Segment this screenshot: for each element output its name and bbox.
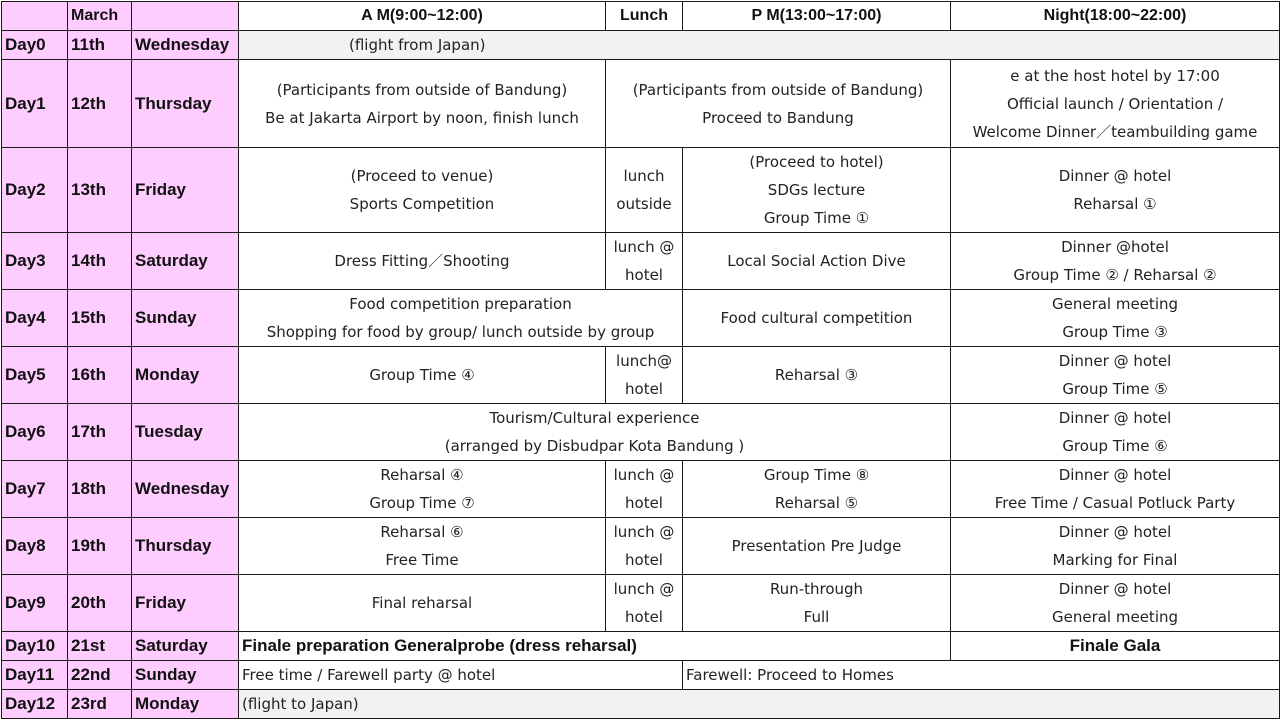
cell-line: Final reharsal bbox=[371, 594, 473, 612]
cell-line: Dinner @ hotel bbox=[1058, 466, 1172, 484]
table-row bbox=[2, 461, 1280, 518]
night-cell bbox=[951, 60, 1280, 148]
weekday-cell: Friday bbox=[132, 575, 239, 632]
cell-line: Food cultural competition bbox=[720, 309, 913, 327]
date-cell: 21st bbox=[68, 632, 132, 661]
date-cell: 19th bbox=[68, 518, 132, 575]
night-cell bbox=[951, 575, 1280, 632]
cell-line: Dinner @ hotel bbox=[1058, 523, 1172, 541]
night-cell bbox=[951, 404, 1280, 461]
date-cell: 23rd bbox=[68, 690, 132, 719]
cell-line: Sports Competition bbox=[349, 195, 495, 213]
cell-line: hotel bbox=[625, 551, 663, 569]
header-lunch: Lunch bbox=[606, 2, 683, 31]
cell-line: hotel bbox=[625, 266, 663, 284]
am-cell bbox=[239, 60, 606, 148]
night-cell bbox=[951, 233, 1280, 290]
cell-line: Food competition preparation bbox=[349, 295, 572, 313]
cell-line: Group Time ④ bbox=[369, 366, 475, 384]
weekday-cell: Sunday bbox=[132, 661, 239, 690]
table-row bbox=[2, 148, 1280, 233]
date-cell: 16th bbox=[68, 347, 132, 404]
cell-line: Dinner @ hotel bbox=[1058, 409, 1172, 427]
day-cell: Day2 bbox=[2, 148, 68, 233]
table-row bbox=[2, 347, 1280, 404]
cell-line: Full bbox=[803, 608, 830, 626]
cell-line: outside bbox=[616, 195, 672, 213]
cell-line: Welcome Dinner／teambuilding game bbox=[972, 122, 1258, 141]
cell-line: SDGs lecture bbox=[767, 181, 866, 199]
cell-line: Group Time ③ bbox=[1062, 323, 1168, 341]
table-row bbox=[2, 60, 1280, 148]
cell-line: Presentation Pre Judge bbox=[731, 537, 902, 555]
cell-line: Group Time ⑥ bbox=[1062, 437, 1168, 455]
cell-line: Dinner @ hotel bbox=[1058, 352, 1172, 370]
am-cell bbox=[239, 404, 951, 461]
table-row bbox=[2, 404, 1280, 461]
am-cell bbox=[239, 575, 606, 632]
weekday-cell: Thursday bbox=[132, 60, 239, 148]
date-cell: 22nd bbox=[68, 661, 132, 690]
pm-cell bbox=[683, 461, 951, 518]
day-cell: Day11 bbox=[2, 661, 68, 690]
header-month: March bbox=[68, 2, 132, 31]
cell-line: General meeting bbox=[1051, 295, 1179, 313]
header-weekday bbox=[132, 2, 239, 31]
lunch-cell bbox=[606, 518, 683, 575]
cell-line: lunch @ bbox=[613, 580, 675, 598]
night-cell bbox=[951, 290, 1280, 347]
day-cell: Day1 bbox=[2, 60, 68, 148]
cell-line: (Proceed to venue) bbox=[350, 167, 494, 185]
cell-line: hotel bbox=[625, 494, 663, 512]
day-cell: Day6 bbox=[2, 404, 68, 461]
day-cell: Day8 bbox=[2, 518, 68, 575]
cell-line: Be at Jakarta Airport by noon, finish lunch bbox=[265, 108, 579, 127]
table-row bbox=[2, 233, 1280, 290]
lunch-cell bbox=[606, 148, 683, 233]
night-cell bbox=[951, 347, 1280, 404]
cell-line: Group Time ① bbox=[763, 209, 870, 227]
cell-line: Free Time / Casual Potluck Party bbox=[994, 494, 1236, 512]
weekday-cell: Monday bbox=[132, 690, 239, 719]
day-cell: Day9 bbox=[2, 575, 68, 632]
weekday-cell: Sunday bbox=[132, 290, 239, 347]
am-cell bbox=[239, 148, 606, 233]
day-cell: Day5 bbox=[2, 347, 68, 404]
table-row bbox=[2, 31, 1280, 60]
cell-line: (arranged by Disbudpar Kota Bandung ) bbox=[444, 437, 745, 455]
pm-cell bbox=[606, 60, 951, 148]
day-cell: Day3 bbox=[2, 233, 68, 290]
cell-line: (Participants from outside of Bandung) bbox=[276, 80, 568, 99]
night-cell bbox=[951, 148, 1280, 233]
cell-line: lunch bbox=[623, 167, 665, 185]
cell-line: Dinner @ hotel bbox=[1058, 580, 1172, 598]
am-cell bbox=[239, 461, 606, 518]
cell-line: Proceed to Bandung bbox=[702, 108, 854, 127]
pm-cell bbox=[683, 518, 951, 575]
lunch-cell bbox=[606, 461, 683, 518]
table-row bbox=[2, 290, 1280, 347]
cell-line: Free Time bbox=[385, 551, 459, 569]
cell-line: (Proceed to hotel) bbox=[749, 153, 884, 171]
date-cell: 12th bbox=[68, 60, 132, 148]
day-cell: Day7 bbox=[2, 461, 68, 518]
lunch-cell bbox=[606, 347, 683, 404]
cell-line: e at the host hotel by 17:00 bbox=[1010, 66, 1220, 85]
am-cell: Finale preparation Generalprobe (dress reharsal) bbox=[239, 632, 951, 661]
table-row bbox=[2, 632, 1280, 661]
am-cell bbox=[239, 518, 606, 575]
cell-line: Dinner @ hotel bbox=[1058, 167, 1172, 185]
am-cell bbox=[239, 233, 606, 290]
table-row bbox=[2, 690, 1280, 719]
table-row bbox=[2, 661, 1280, 690]
weekday-cell: Wednesday bbox=[132, 31, 239, 60]
day-cell: Day4 bbox=[2, 290, 68, 347]
weekday-cell: Thursday bbox=[132, 518, 239, 575]
night-cell: Finale Gala bbox=[951, 632, 1280, 661]
cell-line: Marking for Final bbox=[1052, 551, 1178, 569]
date-cell: 11th bbox=[68, 31, 132, 60]
cell-line: lunch @ bbox=[613, 466, 675, 484]
cell-line: lunch@ bbox=[616, 352, 672, 370]
weekday-cell: Friday bbox=[132, 148, 239, 233]
date-cell: 18th bbox=[68, 461, 132, 518]
date-cell: 20th bbox=[68, 575, 132, 632]
table-row bbox=[2, 518, 1280, 575]
cell-line: Reharsal ④ bbox=[380, 466, 464, 484]
weekday-cell: Monday bbox=[132, 347, 239, 404]
lunch-cell bbox=[606, 575, 683, 632]
day-cell: Day0 bbox=[2, 31, 68, 60]
night-cell bbox=[951, 518, 1280, 575]
cell-line: Tourism/Cultural experience bbox=[489, 409, 700, 427]
header-pm: P M(13:00~17:00) bbox=[683, 2, 951, 31]
cell-line: Group Time ⑧ bbox=[763, 466, 870, 484]
pm-cell bbox=[683, 148, 951, 233]
cell-line: Shopping for food by group/ lunch outside by group bbox=[266, 323, 655, 341]
cell-line: Reharsal ⑥ bbox=[380, 523, 464, 541]
cell-line: Dress Fitting／Shooting bbox=[334, 252, 510, 270]
am-cell: Free time / Farewell party @ hotel bbox=[239, 661, 683, 690]
cell-line: General meeting bbox=[1051, 608, 1179, 626]
pm-cell: Farewell: Proceed to Homes bbox=[683, 661, 1280, 690]
cell-line: lunch @ bbox=[613, 523, 675, 541]
header-row bbox=[2, 2, 1280, 31]
day-cell: Day10 bbox=[2, 632, 68, 661]
date-cell: 14th bbox=[68, 233, 132, 290]
pm-cell bbox=[683, 233, 951, 290]
cell-line: Group Time ⑤ bbox=[1062, 380, 1168, 398]
header-am: A M(9:00~12:00) bbox=[239, 2, 606, 31]
table-row bbox=[2, 575, 1280, 632]
cell-line: lunch @ bbox=[613, 238, 675, 256]
am-cell bbox=[239, 347, 606, 404]
schedule-table bbox=[1, 1, 1280, 719]
pm-cell bbox=[683, 290, 951, 347]
date-cell: 13th bbox=[68, 148, 132, 233]
cell-line: Reharsal ③ bbox=[774, 366, 859, 384]
night-cell bbox=[951, 461, 1280, 518]
weekday-cell: Tuesday bbox=[132, 404, 239, 461]
cell-line: Reharsal ⑤ bbox=[774, 494, 859, 512]
cell-line: Group Time ⑦ bbox=[369, 494, 475, 512]
cell-line: Dinner @hotel bbox=[1061, 238, 1169, 256]
pm-cell bbox=[683, 347, 951, 404]
cell-line: hotel bbox=[625, 608, 663, 626]
cell-line: hotel bbox=[625, 380, 663, 398]
activity-cell: (flight from Japan) bbox=[239, 31, 1280, 60]
cell-line: Official launch / Orientation / bbox=[1006, 94, 1224, 113]
day-cell: Day12 bbox=[2, 690, 68, 719]
header-day bbox=[2, 2, 68, 31]
cell-line: Reharsal ① bbox=[1073, 195, 1157, 213]
header-night: Night(18:00~22:00) bbox=[951, 2, 1280, 31]
weekday-cell: Saturday bbox=[132, 632, 239, 661]
date-cell: 15th bbox=[68, 290, 132, 347]
cell-line: (Participants from outside of Bandung) bbox=[632, 80, 924, 99]
cell-line: Local Social Action Dive bbox=[727, 252, 906, 270]
cell-line: Run-through bbox=[769, 580, 864, 598]
date-cell: 17th bbox=[68, 404, 132, 461]
am-cell bbox=[239, 290, 683, 347]
lunch-cell bbox=[606, 233, 683, 290]
weekday-cell: Wednesday bbox=[132, 461, 239, 518]
cell-line: Group Time ② / Reharsal ② bbox=[1013, 266, 1217, 284]
pm-cell bbox=[683, 575, 951, 632]
weekday-cell: Saturday bbox=[132, 233, 239, 290]
activity-cell: (flight to Japan) bbox=[239, 690, 1280, 719]
